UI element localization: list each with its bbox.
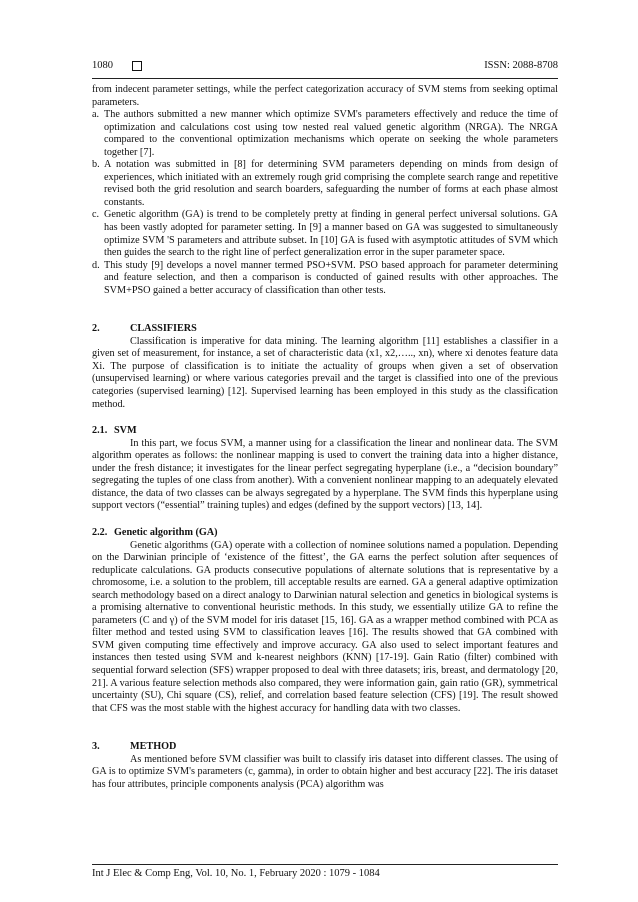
subsection-paragraph: Genetic algorithms (GA) operate with a collection of nominee solutions named a population. Depending on the Darwinian principle of ‘existence of the fittest’, the GA earns the perfect solution after sequences of reduplicate calculations. GA products consecutive populations of alternate solutions that is representative by a chromosome, i.e. a solution to the problem, till acceptable results are earned. GA a general adaptive optimization search methodology based on a direct analogy to Darwinian natural selection and genetics in biological systems is a promising alternative to conventional heuristic methods. In this study, we essentially utilize GA to refine the parameters (C and γ) of the SVM model for iris dataset [15, 16]. GA as a wrapper method combined with PCA as filter method and tested using SVM to classification leaves [16]. The results showed that GA combined with SVM given computing time effectively and improve accuracy. GA also used to select important features and instances then tested using SVM and k-nearest neighbors (KNN) [17-19]. Gain Ratio (filter) combined with sequential forward selection (SFS) wrapper proposed to deal with three datasets; iris, breast, and dermatology [20, 21]. A various feature selection methods also compared, they were information gain, gain ratio (GR), symmetrical uncertainty (SU), Chi square (CS), relief, and correlation based feature selection (CFS) [19]. The result showed that CFS was the most stable with the highest accuracy for handling data with two classes.: [92, 539, 558, 714]
section-title: METHOD: [130, 741, 177, 753]
list-item: [92, 109, 558, 159]
list-item-text: Genetic algorithm (GA) is trend to be completely pretty at finding in general perfect universal solutions. GA has been vastly adopted for parameter setting. In [9] a manner based on GA was suggested to simultaneously optimize SVM 'S parameters and attribute subset. In [10] GA is fused with asymptotic attitudes of SVM which then guides the search to the right line of perfect generalization error in the super parameter space.: [104, 209, 558, 259]
list-marker: b.: [92, 159, 100, 171]
list-marker: d.: [92, 259, 100, 271]
page-header: [92, 60, 558, 76]
intro-list: [92, 109, 558, 297]
page-number: 1080: [92, 60, 113, 71]
section-title: CLASSIFIERS: [130, 323, 197, 335]
section-number: 3.: [92, 741, 100, 753]
list-item-text: A notation was submitted in [8] for determining SVM parameters depending on minds from design of experiences, which initiated with an extremely rough grid comprising the complete search range and repetitive revised both the grid resolution and search boarders, safeguarding the number of forms at each phase almost constants.: [104, 159, 558, 208]
section-number: 2.: [92, 323, 100, 335]
square-bullet-icon: [132, 61, 142, 71]
section-heading: [92, 323, 558, 336]
subsection-paragraph: In this part, we focus SVM, a manner using for a classification the linear and nonlinear data. The SVM algorithm operates as follows: the nonlinear mapping is used to convert the training data into a higher distance, under the fresh distance; it investigates for the linear perfect segregating hyperplane (i.e., a “decision boundary” segregating the tuples of one class from another). With a convenient nonlinear mapping to an adequately elevated distance, the data of two classes can be always segregated by a hyperplane. The SVM finds this hyperplane using support vectors (“essential” training tuples) and edges (defined by the support vectors) [13, 14].: [92, 437, 558, 512]
list-item: [92, 209, 558, 259]
list-item-text: The authors submitted a new manner which optimize SVM's parameters effectively and reduce the time of optimization and calculations cost using tow nested real valued genetic algorithm (NRGA). The NRGA compared to the conventional optimization mechanisms which operate on seeking the whole parameters together [7].: [104, 109, 558, 158]
subsection-title: SVM: [114, 425, 137, 437]
list-item: [92, 159, 558, 209]
subsection-number: 2.2.: [92, 526, 108, 538]
header-rule: [92, 78, 558, 79]
subsection-heading: [92, 425, 558, 438]
footer-rule: [92, 864, 558, 865]
subsection-heading: [92, 527, 558, 540]
subsection-number: 2.1.: [92, 425, 108, 437]
issn-label: ISSN: 2088-8708: [484, 60, 558, 71]
list-item: [92, 260, 558, 298]
section-heading: [92, 741, 558, 754]
list-marker: a.: [92, 109, 100, 121]
list-item-text: This study [9] develops a novel manner termed PSO+SVM. PSO based approach for parameter determining and feature selection, and then a comparison is conducted of gained results with other approaches. The SVM+PSO gained a better accuracy of classification than other tests.: [104, 259, 558, 296]
section-paragraph: Classification is imperative for data mining. The learning algorithm [11] establishes a classifier in a given set of measurement, for instance, a set of characteristic data (x1, x2,….., xn), where xi denotes feature data Xi. The purpose of classification is to initiate the actuality of groups when given a set of observation (unsupervised learning) or where various categories prevail and the target is classified into one of the previous categories (supervised learning) [12]. Supervised learning has been employed in this study as the classification method.: [92, 335, 558, 410]
subsection-title: Genetic algorithm (GA): [114, 526, 218, 538]
section-paragraph: As mentioned before SVM classifier was built to classify iris dataset into different classes. The using of GA is to optimize SVM's parameters (c, gamma), in order to obtain higher and best accuracy [22]. The iris dataset has four attributes, principle components analysis (PCA) algorithm was: [92, 753, 558, 790]
list-marker: c.: [92, 209, 100, 221]
intro-continuation: from indecent parameter settings, while the perfect categorization accuracy of SVM stems from seeking optimal parameters.: [92, 84, 558, 108]
body-text: [92, 84, 558, 791]
footer-citation: Int J Elec & Comp Eng, Vol. 10, No. 1, February 2020 : 1079 - 1084: [92, 868, 380, 879]
